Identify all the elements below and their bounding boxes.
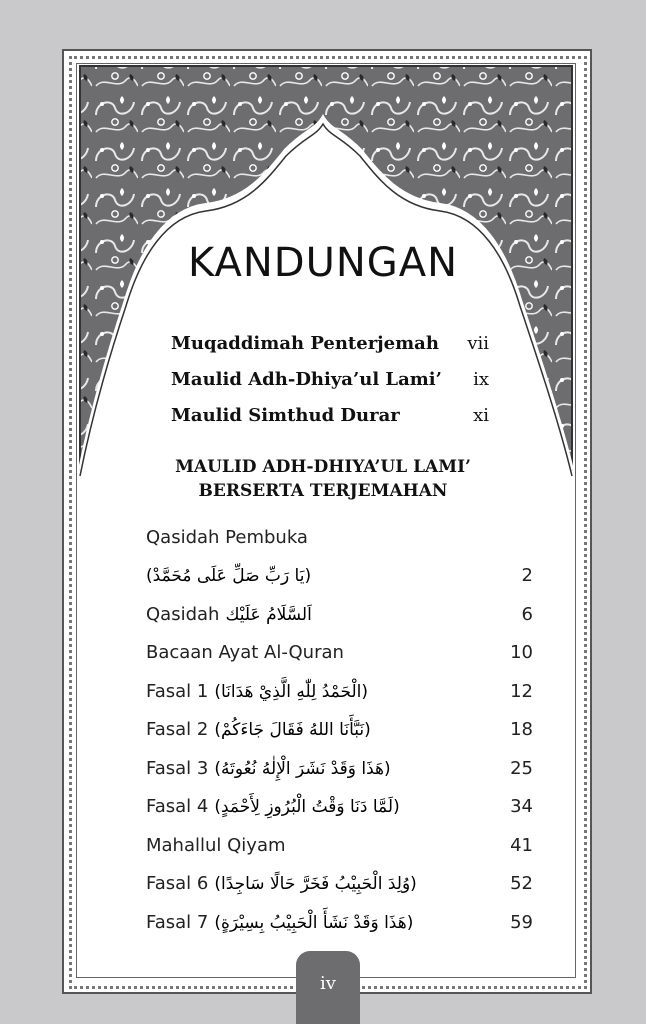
entry-arabic: (نَبَّأَنَا اللهُ فَقَالَ جَاءَكُمْ) bbox=[214, 720, 371, 741]
entry-label: Fasal 7 bbox=[146, 911, 209, 933]
entry-page: 59 bbox=[510, 911, 533, 933]
front-matter-page: vii bbox=[467, 332, 489, 354]
contents-entry[interactable] bbox=[146, 749, 533, 788]
entry-title bbox=[146, 912, 413, 933]
entry-page: 34 bbox=[510, 796, 533, 818]
contents-entry[interactable] bbox=[146, 634, 533, 673]
entry-title bbox=[146, 873, 417, 894]
entry-arabic: (هَذَا وَقَدْ نَشَرَ الْإِلٰهُ نُعُوتَهُ) bbox=[214, 758, 391, 779]
entry-label: Fasal 2 bbox=[146, 719, 209, 741]
entry-title bbox=[146, 758, 391, 779]
page-number-tab bbox=[296, 951, 360, 1024]
contents-entry[interactable] bbox=[146, 903, 533, 942]
page-number: iv bbox=[320, 973, 336, 994]
contents-entry[interactable] bbox=[146, 788, 533, 827]
front-matter-label: Maulid Simthud Durar bbox=[171, 404, 400, 426]
page-title: KANDUNGAN bbox=[187, 240, 459, 286]
entry-arabic: (وُلِدَ الْحَبِيْبُ فَخَرَّ حَالًا سَاجِدًا) bbox=[214, 874, 417, 895]
entry-title bbox=[146, 681, 368, 702]
entry-page: 18 bbox=[510, 719, 533, 741]
contents-entry[interactable] bbox=[146, 865, 533, 904]
entry-title bbox=[146, 527, 308, 548]
entry-arabic: (الْحَمْدُ لِلّٰهِ الَّذِيْ هَدَانَا) bbox=[214, 681, 369, 702]
entry-title bbox=[146, 642, 344, 663]
contents-entry[interactable] bbox=[146, 672, 533, 711]
entry-title bbox=[146, 566, 311, 586]
entry-title bbox=[146, 835, 286, 856]
contents-entry[interactable] bbox=[146, 557, 533, 596]
entry-page: 6 bbox=[521, 603, 533, 625]
entry-arabic: (يَا رَبِّ صَلِّ عَلَى مُحَمَّدْ) bbox=[146, 565, 312, 586]
entry-page: 12 bbox=[510, 680, 533, 702]
entry-title bbox=[146, 796, 400, 817]
section-heading-line: BERSERTA TERJEMAHAN bbox=[198, 481, 448, 501]
entry-arabic: (لَمَّا دَنَا وَقْتُ الْبُرُوزِ لِأَحْمَدٍ) bbox=[214, 797, 400, 818]
entry-page: 2 bbox=[521, 565, 533, 587]
contents-list bbox=[146, 518, 533, 942]
entry-label: Mahallul Qiyam bbox=[146, 834, 286, 856]
entry-arabic: (هَذَا وَقَدْ نَشَأَ الْحَبِيْبُ بِسِيْرَةٍ) bbox=[214, 912, 414, 933]
front-matter-item[interactable] bbox=[171, 397, 489, 433]
front-matter-list bbox=[171, 325, 489, 433]
entry-label: Fasal 4 bbox=[146, 796, 209, 818]
contents-entry[interactable] bbox=[146, 826, 533, 865]
entry-label: Qasidah Pembuka bbox=[146, 526, 308, 548]
entry-label: Qasidah bbox=[146, 603, 220, 625]
entry-page: 52 bbox=[510, 873, 533, 895]
front-matter-label: Maulid Adh-Dhiya’ul Lami’ bbox=[171, 368, 442, 390]
entry-page: 25 bbox=[510, 757, 533, 779]
contents-entry[interactable] bbox=[146, 595, 533, 634]
entry-title bbox=[146, 604, 312, 625]
entry-label: Fasal 6 bbox=[146, 873, 209, 895]
entry-label: Bacaan Ayat Al-Quran bbox=[146, 642, 344, 664]
front-matter-label: Muqaddimah Penterjemah bbox=[171, 332, 439, 354]
section-heading bbox=[0, 455, 646, 503]
front-matter-page: xi bbox=[473, 404, 489, 426]
entry-arabic: اَلسَّلَامُ عَلَيْك bbox=[225, 604, 312, 625]
entry-label: Fasal 3 bbox=[146, 757, 209, 779]
contents-entry[interactable] bbox=[146, 711, 533, 750]
front-matter-item[interactable] bbox=[171, 325, 489, 361]
front-matter-item[interactable] bbox=[171, 361, 489, 397]
section-heading-line: MAULID ADH-DHIYA’UL LAMI’ bbox=[175, 457, 471, 477]
front-matter-page: ix bbox=[473, 368, 489, 390]
contents-entry[interactable] bbox=[146, 518, 533, 557]
entry-title bbox=[146, 719, 371, 740]
entry-label: Fasal 1 bbox=[146, 680, 209, 702]
entry-page: 10 bbox=[510, 642, 533, 664]
entry-page: 41 bbox=[510, 834, 533, 856]
